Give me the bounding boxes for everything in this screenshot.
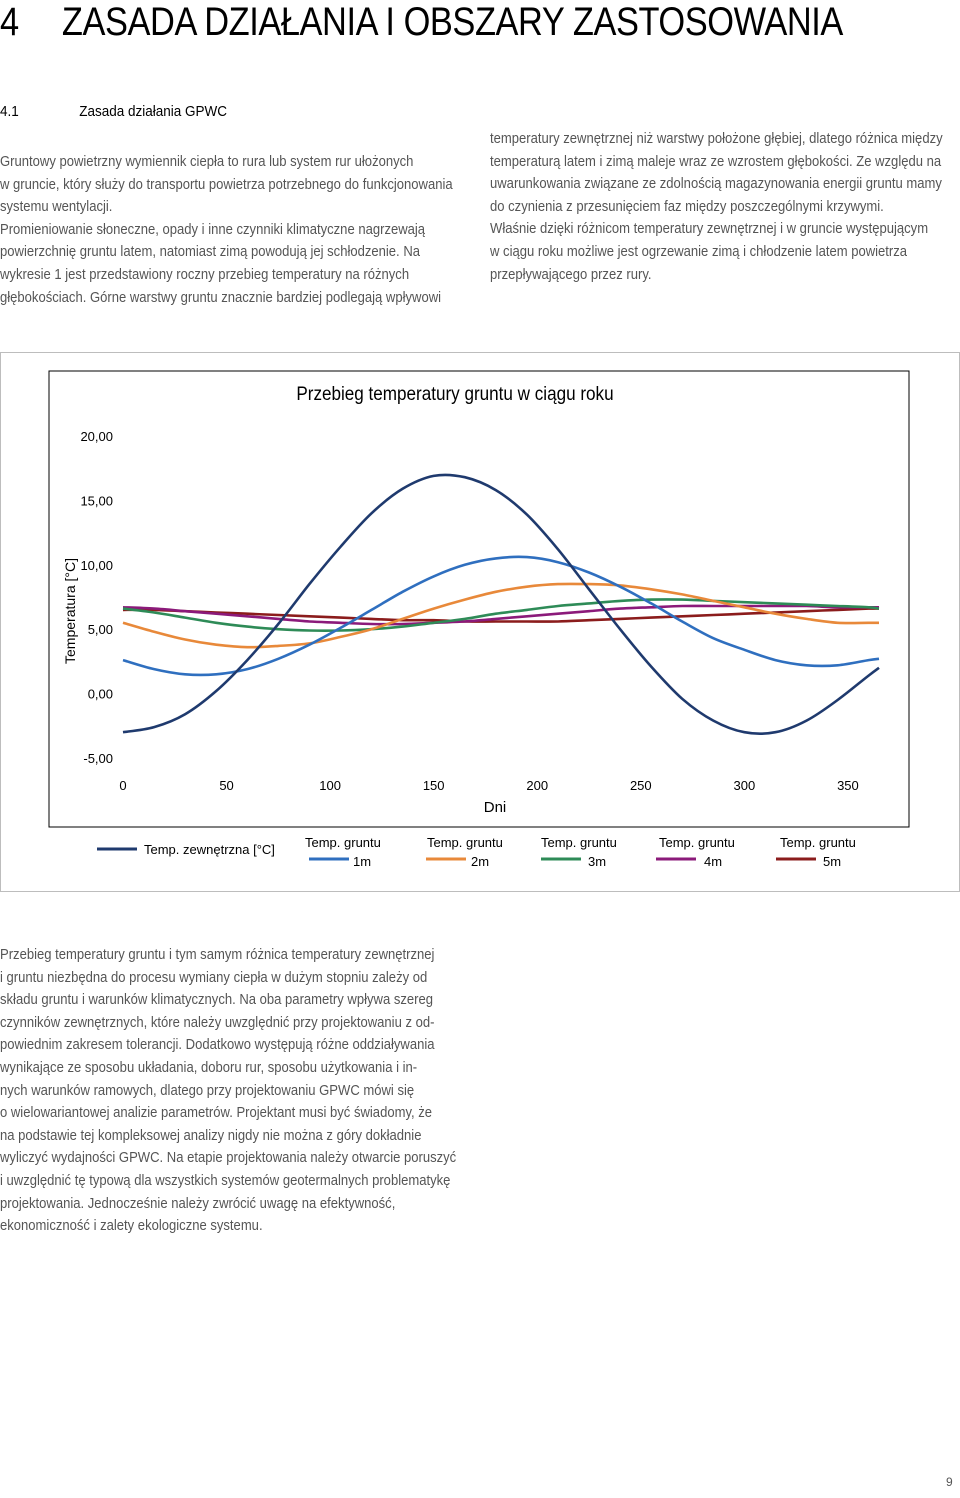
text-line: w ciągu roku możliwe jest ogrzewanie zimą i chłodzenie latem powietrza (490, 243, 908, 260)
text-line: Promieniowanie słoneczne, opady i inne czynniki klimatyczne nagrzewają (0, 221, 426, 238)
legend-label: Temp. gruntu (541, 835, 617, 850)
x-tick-label: 350 (837, 778, 859, 793)
section-number: 4.1 (0, 103, 19, 120)
legend-label: 3m (588, 854, 607, 869)
x-tick-label: 300 (733, 778, 756, 793)
text-line: w gruncie, który służy do transportu powietrza potrzebnego do funkcjonowania (0, 176, 453, 193)
legend-label: 2m (471, 854, 490, 869)
text-line: Gruntowy powietrzny wymiennik ciepła to rura lub system rur ułożonych (0, 154, 414, 170)
text-line: czynników zewnętrznych, które należy uwzględnić przy projektowaniu z od- (0, 1014, 435, 1031)
chart-canvas (1, 353, 959, 891)
text-line: do czynienia z przesunięciem faz między poszczególnymi krzywymi. (490, 198, 884, 215)
chart-plot-frame (49, 371, 909, 827)
legend-label: Temp. gruntu (305, 835, 381, 850)
x-tick-label: 0 (119, 778, 127, 793)
x-axis-label: Dni (483, 799, 507, 816)
text-line: wynikające ze sposobu układania, doboru rur, sposobu użytkowania i in- (0, 1059, 418, 1076)
chart-title: Przebieg temperatury gruntu w ciągu roku (296, 383, 614, 405)
y-axis-label: Temperatura [°C] (62, 558, 78, 664)
y-tick-label: 5,00 (87, 622, 113, 638)
chapter-title (0, 0, 843, 44)
x-tick-label: 200 (526, 778, 549, 793)
y-tick-label: 10,00 (80, 557, 113, 573)
text-line: nych warunków ramowych, dlatego przy projektowaniu GPWC mówi się (0, 1082, 415, 1099)
chapter-title-text: ZASADA DZIAŁANIA I OBSZARY ZASTOSOWANIA (61, 0, 843, 44)
chapter-number: 4 (0, 0, 19, 44)
text-line: przepływającego przez rury. (490, 266, 652, 283)
legend-label: 1m (353, 854, 372, 869)
legend-label: Temp. gruntu (659, 835, 735, 850)
text-line: wyliczyć wydajności GPWC. Na etapie projektowania należy otwarcie poruszyć (0, 1150, 457, 1167)
text-line: głębokościach. Górne warstwy gruntu znacznie bardziej podlegają wpływowi (0, 289, 442, 306)
text-line: składu gruntu i warunków klimatycznych. Na oba parametry wpływa szereg (0, 992, 434, 1009)
y-tick-label: 15,00 (80, 493, 113, 509)
text-line: wykresie 1 jest przedstawiony roczny przebieg temperatury na różnych (0, 266, 410, 283)
legend-label: Temp. zewnętrzna [°C] (144, 842, 275, 857)
text-line: i gruntu niezbędna do procesu wymiany ciepła w dużym stopniu zależy od (0, 969, 428, 986)
legend-label: 4m (704, 854, 723, 869)
text-line: ekonomiczność i zalety ekologiczne systemu. (0, 1218, 263, 1235)
bottom-column-text (0, 944, 468, 1238)
text-line: temperaturą latem i zimą maleje wraz ze wzrostem głębokości. Ze względu na (490, 153, 942, 170)
text-line: o wielowariantowej analizie parametrów. Projektant musi być świadomy, że (0, 1105, 433, 1122)
section-heading (0, 103, 227, 120)
x-tick-label: 150 (422, 778, 445, 793)
x-tick-label: 100 (319, 778, 341, 793)
y-tick-label: 20,00 (80, 429, 113, 444)
text-line: systemu wentylacji. (0, 199, 113, 216)
text-line: powierzchnię gruntu latem, natomiast zimą powodują jej schłodzenie. Na (0, 244, 421, 261)
text-line: na podstawie tej kompleksowej analizy nigdy nie można z góry dokładnie (0, 1127, 422, 1144)
text-line: temperatury zewnętrznej niż warstwy położone głębiej, dlatego różnica między (490, 131, 943, 147)
page-number: 9 (946, 1475, 953, 1489)
legend-label: Temp. gruntu (427, 835, 503, 850)
text-line: powiednim zakresem tolerancji. Dodatkowo występują różne oddziaływania (0, 1037, 435, 1054)
text-line: projektowania. Jednocześnie należy zwrócić uwagę na efektywność, (0, 1195, 396, 1212)
text-line: Właśnie dzięki różnicom temperatury zewnętrznej i w gruncie występującym (490, 221, 929, 238)
section-title: Zasada działania GPWC (79, 103, 228, 120)
text-line: Przebieg temperatury gruntu i tym samym różnica temperatury zewnętrznej (0, 947, 435, 963)
legend-label: Temp. gruntu (780, 835, 856, 850)
x-tick-label: 250 (629, 778, 652, 793)
left-column-text (0, 151, 468, 309)
legend-label: 5m (823, 854, 842, 869)
text-line: i uwzględnić tę typową dla wszystkich systemów geotermalnych problematykę (0, 1172, 451, 1189)
temperature-chart (0, 352, 960, 892)
x-tick-label: 50 (219, 778, 234, 793)
y-tick-label: 0,00 (87, 686, 113, 702)
right-column-text (490, 128, 958, 286)
text-line: uwarunkowania związane ze zdolnością magazynowania energii gruntu mamy (490, 176, 942, 193)
y-tick-label: -5,00 (83, 751, 113, 766)
